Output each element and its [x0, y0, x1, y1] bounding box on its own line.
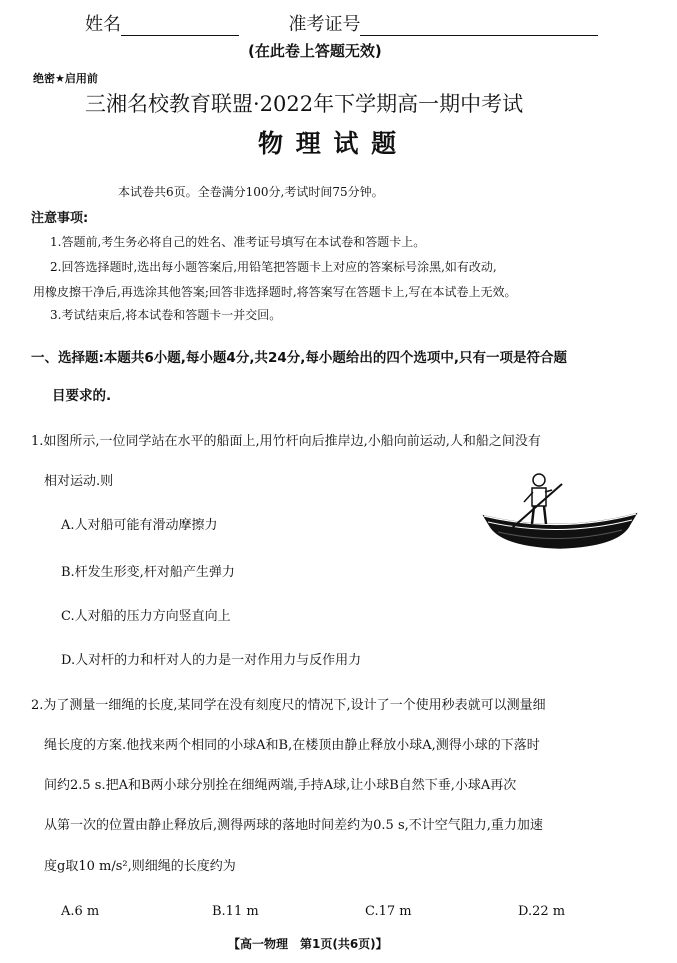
q2-option-d: D.22 m: [518, 904, 566, 919]
q1-stem-line1: 1.如图所示,一位同学站在水平的船面上,用竹杆向后推岸边,小船向前运动,人和船之间没有: [31, 434, 541, 449]
page-footer: 【高一物理 第1页(共6页)】: [228, 937, 388, 951]
intro-text: 本试卷共6页。全卷满分100分,考试时间75分钟。: [118, 185, 384, 199]
note-2b: 用橡皮擦干净后,再选涂其他答案;回答非选择题时,将答案写在答题卡上,写在本试卷上无效。: [33, 285, 517, 299]
q2-option-c: C.17 m: [365, 904, 412, 919]
notes-heading: 注意事项:: [31, 211, 89, 226]
q2-stem-line3: 间约2.5 s.把A和B两小球分别拴在细绳两端,手持A球,让小球B自然下垂,小球A再次: [44, 778, 517, 793]
section1-line2: 目要求的.: [52, 388, 112, 404]
q2-stem-line5: 度g取10 m/s²,则细绳的长度约为: [44, 859, 236, 874]
subject-title: 物 理 试 题: [258, 129, 399, 158]
q2-stem-line2: 绳长度的方案.他找来两个相同的小球A和B,在楼顶由静止释放小球A,测得小球的下落时: [44, 738, 540, 753]
invalid-note: (在此卷上答题无效): [248, 42, 382, 60]
q2-stem-line1: 2.为了测量一细绳的长度,某同学在没有刻度尺的情况下,设计了一个使用秒表就可以测量细: [31, 698, 546, 713]
name-label: 姓名: [85, 14, 121, 35]
q2-option-b: B.11 m: [212, 904, 259, 919]
q2-stem-line4: 从第一次的位置由静止释放后,测得两球的落地时间差约为0.5 s,不计空气阻力,重力加速: [44, 818, 543, 833]
note-1: 1.答题前,考生务必将自己的姓名、准考证号填写在本试卷和答题卡上。: [50, 235, 426, 249]
section1-line1: 一、选择题:本题共6小题,每小题4分,共24分,每小题给出的四个选项中,只有一项是符合题: [31, 350, 567, 366]
id-label: 准考证号: [288, 14, 361, 35]
q1-option-d: D.人对杆的力和杆对人的力是一对作用力与反作用力: [61, 653, 362, 668]
q1-option-a: A.人对船可能有滑动摩擦力: [61, 518, 218, 533]
id-blank: [360, 17, 598, 36]
note-3: 3.考试结束后,将本试卷和答题卡一并交回。: [50, 308, 282, 322]
secret-mark: 绝密★启用前: [33, 72, 98, 85]
name-blank: [121, 17, 239, 36]
q1-option-c: C.人对船的压力方向竖直向上: [61, 609, 231, 624]
q2-option-a: A.6 m: [61, 904, 100, 919]
q1-stem-line2: 相对运动.则: [44, 474, 114, 489]
exam-title: 三湘名校教育联盟·2022年下学期高一期中考试: [85, 92, 524, 116]
q1-option-b: B.杆发生形变,杆对船产生弹力: [61, 565, 235, 580]
boat-person-illustration: [480, 462, 640, 557]
header-row: [85, 10, 598, 36]
note-2a: 2.回答选择题时,选出每小题答案后,用铅笔把答题卡上对应的答案标号涂黑,如有改动,: [50, 260, 497, 274]
